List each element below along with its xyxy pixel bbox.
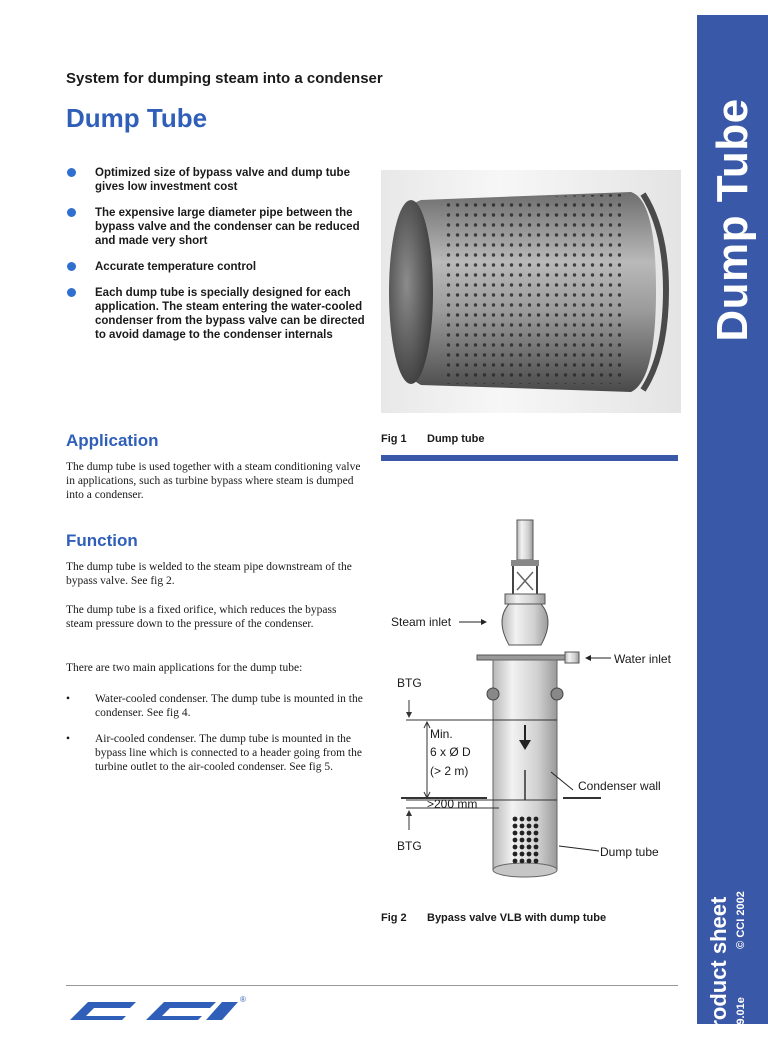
label-min: Min. [430,727,453,741]
bullet-icon [67,288,76,297]
application-heading: Application [66,431,159,450]
label-water-inlet: Water inlet [614,652,671,666]
fig1-caption: Fig 1 Dump tube [381,433,485,445]
label-gt-200mm: >200 mm [427,797,478,811]
divider [66,985,678,986]
svg-text:®: ® [240,995,246,1004]
application-text: The dump tube is used together with a steam conditioning valve in applications, such as turbine bypass where steam is dumped into a condenser. [66,461,361,501]
dump-tube-photo [381,170,681,413]
list-item: Each dump tube is specially designed for each application. The steam entering the water-cooled condenser from the bypass valve can be directed to avoid damage to the condenser internals [66,286,366,342]
cci-logo [66,992,246,1029]
application-types-list [66,692,366,786]
bullet-icon [67,262,76,271]
function-heading: Function [66,531,138,550]
band-title: Dump Tube [707,98,757,342]
bullet-icon [67,168,76,177]
page-subtitle: System for dumping steam into a condenser [66,70,383,87]
label-six-d: 6 x Ø D [430,745,471,759]
band-product-sheet: Product sheet [706,896,731,1043]
function-para-3: There are two main applications for the dump tube: [66,662,303,674]
band-code: 579.01e [735,997,747,1037]
function-para-1: The dump tube is welded to the steam pipe downstream of the bypass valve. See fig 2. [66,561,352,587]
list-item: Accurate temperature control [66,260,366,274]
function-para-2: The dump tube is a fixed orifice, which reduces the bypass steam pressure down to the pressure of the condenser. [66,604,337,630]
label-dump-tube: Dump tube [600,845,659,859]
list-item: • Water-cooled condenser. The dump tube is mounted in the condenser. See fig 4. [66,693,363,719]
dump-tube-photo-drawing [381,170,681,413]
page-title: Dump Tube [66,103,208,133]
label-btg-bottom: BTG [397,839,422,853]
bypass-valve-diagram [381,510,701,890]
label-steam-inlet: Steam inlet [391,615,452,629]
bullet-icon [67,208,76,217]
cci-logo-mark [66,992,246,1024]
label-btg-top: BTG [397,676,422,690]
list-item: The expensive large diameter pipe between the bypass valve and the condenser can be reduced and made very short [66,206,366,248]
list-item: Optimized size of bypass valve and dump tube gives low investment cost [66,166,366,194]
band-copyright: © CCI 2002 [735,891,747,949]
feature-list [66,166,366,354]
list-item: • Air-cooled condenser. The dump tube is mounted in the bypass line which is connected to a header going from the turbine outlet to the air-cooled condenser. See fig 5. [66,733,362,773]
side-band [697,15,768,1043]
label-gt-2m: (> 2 m) [430,764,469,778]
fig2-caption: Fig 2 Bypass valve VLB with dump tube [381,912,607,924]
label-condenser-wall: Condenser wall [578,779,661,793]
divider [381,455,678,461]
